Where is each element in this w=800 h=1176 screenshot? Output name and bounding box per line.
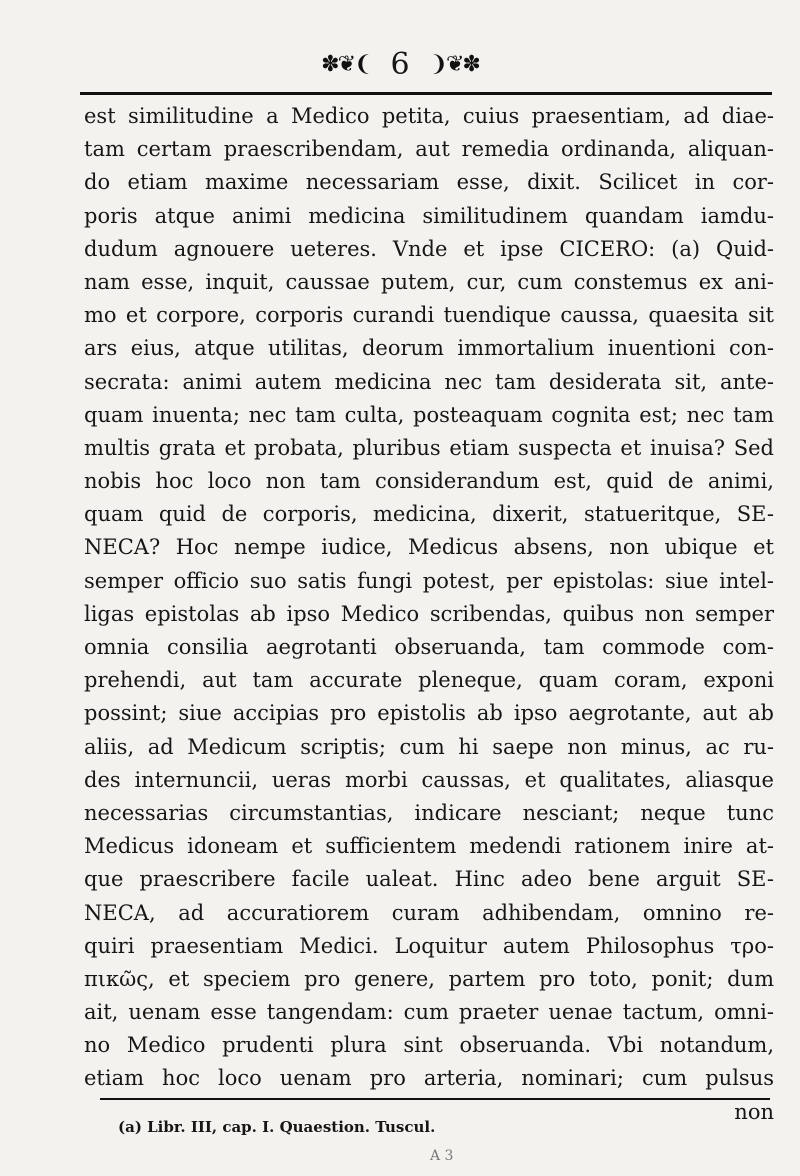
- header-rule: [80, 92, 772, 95]
- text-line: ait, uenam esse tangendam: cum praeter uenae tactum, omni-: [84, 1000, 774, 1025]
- text-line: poris atque animi medicina similitudinem quandam iamdu-: [84, 203, 774, 228]
- text-line: do etiam maxime necessariam esse, dixit. Scilicet in cor-: [84, 170, 774, 195]
- text-line: semper officio suo satis fungi potest, per epistolas: siue intel-: [84, 568, 774, 593]
- header-ornament-left: ✽❦❨: [321, 51, 371, 77]
- text-line: necessarias circumstantias, indicare nesciant; neque tunc: [84, 800, 774, 825]
- text-line: etiam hoc loco uenam pro arteria, nominari; cum pulsus: [84, 1066, 774, 1091]
- text-line: omnia consilia aegrotanti obseruanda, tam commode com-: [84, 635, 774, 659]
- text-line: multis grata et probata, pluribus etiam suspecta et inuisa? Sed: [84, 435, 774, 460]
- header-ornament-right: ❩❦✽: [429, 51, 479, 77]
- text-line: que praescribere facile ualeat. Hinc adeo bene arguit SE-: [84, 867, 774, 892]
- text-line: nam esse, inquit, caussae putem, cur, cum constemus ex ani-: [84, 269, 774, 294]
- text-line: quam quid de corporis, medicina, dixerit, statueritque, SE-: [84, 502, 774, 527]
- text-line: des internuncii, ueras morbi caussas, et qualitates, aliasque: [84, 767, 774, 792]
- text-line: ars eius, atque utilitas, deorum immortalium inuentioni con-: [84, 336, 774, 361]
- text-line: aliis, ad Medicum scriptis; cum hi saepe non minus, ac ru-: [84, 734, 774, 759]
- footnote-rule: [100, 1098, 770, 1100]
- page-header: [0, 42, 800, 86]
- text-line: ligas epistolas ab ipso Medico scribendas, quibus non semper: [84, 601, 774, 626]
- text-line: est similitudine a Medico petita, cuius praesentiam, ad diae-: [84, 104, 774, 128]
- text-line: possint; siue accipias pro epistolis ab ipso aegrotante, aut ab: [84, 701, 774, 726]
- text-line: NECA? Hoc nempe iudice, Medicus absens, non ubique et: [84, 535, 774, 560]
- text-line: secrata: animi autem medicina nec tam desiderata sit, ante-: [84, 369, 774, 394]
- text-line: Medicus idoneam et sufficientem medendi rationem inire at-: [84, 834, 774, 859]
- text-line: nobis hoc loco non tam considerandum est, quid de animi,: [84, 469, 774, 494]
- signature-mark: A 3: [430, 1148, 454, 1164]
- body-text: [84, 100, 774, 1129]
- text-line: non: [734, 1099, 774, 1124]
- text-line: tam certam praescribendam, aut remedia ordinanda, aliquan-: [84, 137, 774, 162]
- text-line: prehendi, aut tam accurate pleneque, quam coram, exponi: [84, 668, 774, 693]
- text-line: NECA, ad accuratiorem curam adhibendam, omnino re-: [84, 900, 774, 925]
- text-line: dudum agnouere ueteres. Vnde et ipse CICERO: (a) Quid-: [84, 236, 774, 261]
- text-line: mo et corpore, corporis curandi tuendique caussa, quaesita sit: [84, 303, 774, 328]
- page-number: 6: [390, 46, 410, 82]
- text-line: quiri praesentiam Medici. Loquitur autem Philosophus τρο-: [84, 933, 774, 958]
- text-line: quam inuenta; nec tam culta, posteaquam cognita est; nec tam: [84, 402, 774, 427]
- footnote: (a) Libr. III, cap. I. Quaestion. Tuscul.: [118, 1118, 436, 1136]
- text-line: no Medico prudenti plura sint obseruanda. Vbi notandum,: [84, 1033, 774, 1058]
- text-line: πικῶς, et speciem pro genere, partem pro toto, ponit; dum: [84, 966, 774, 991]
